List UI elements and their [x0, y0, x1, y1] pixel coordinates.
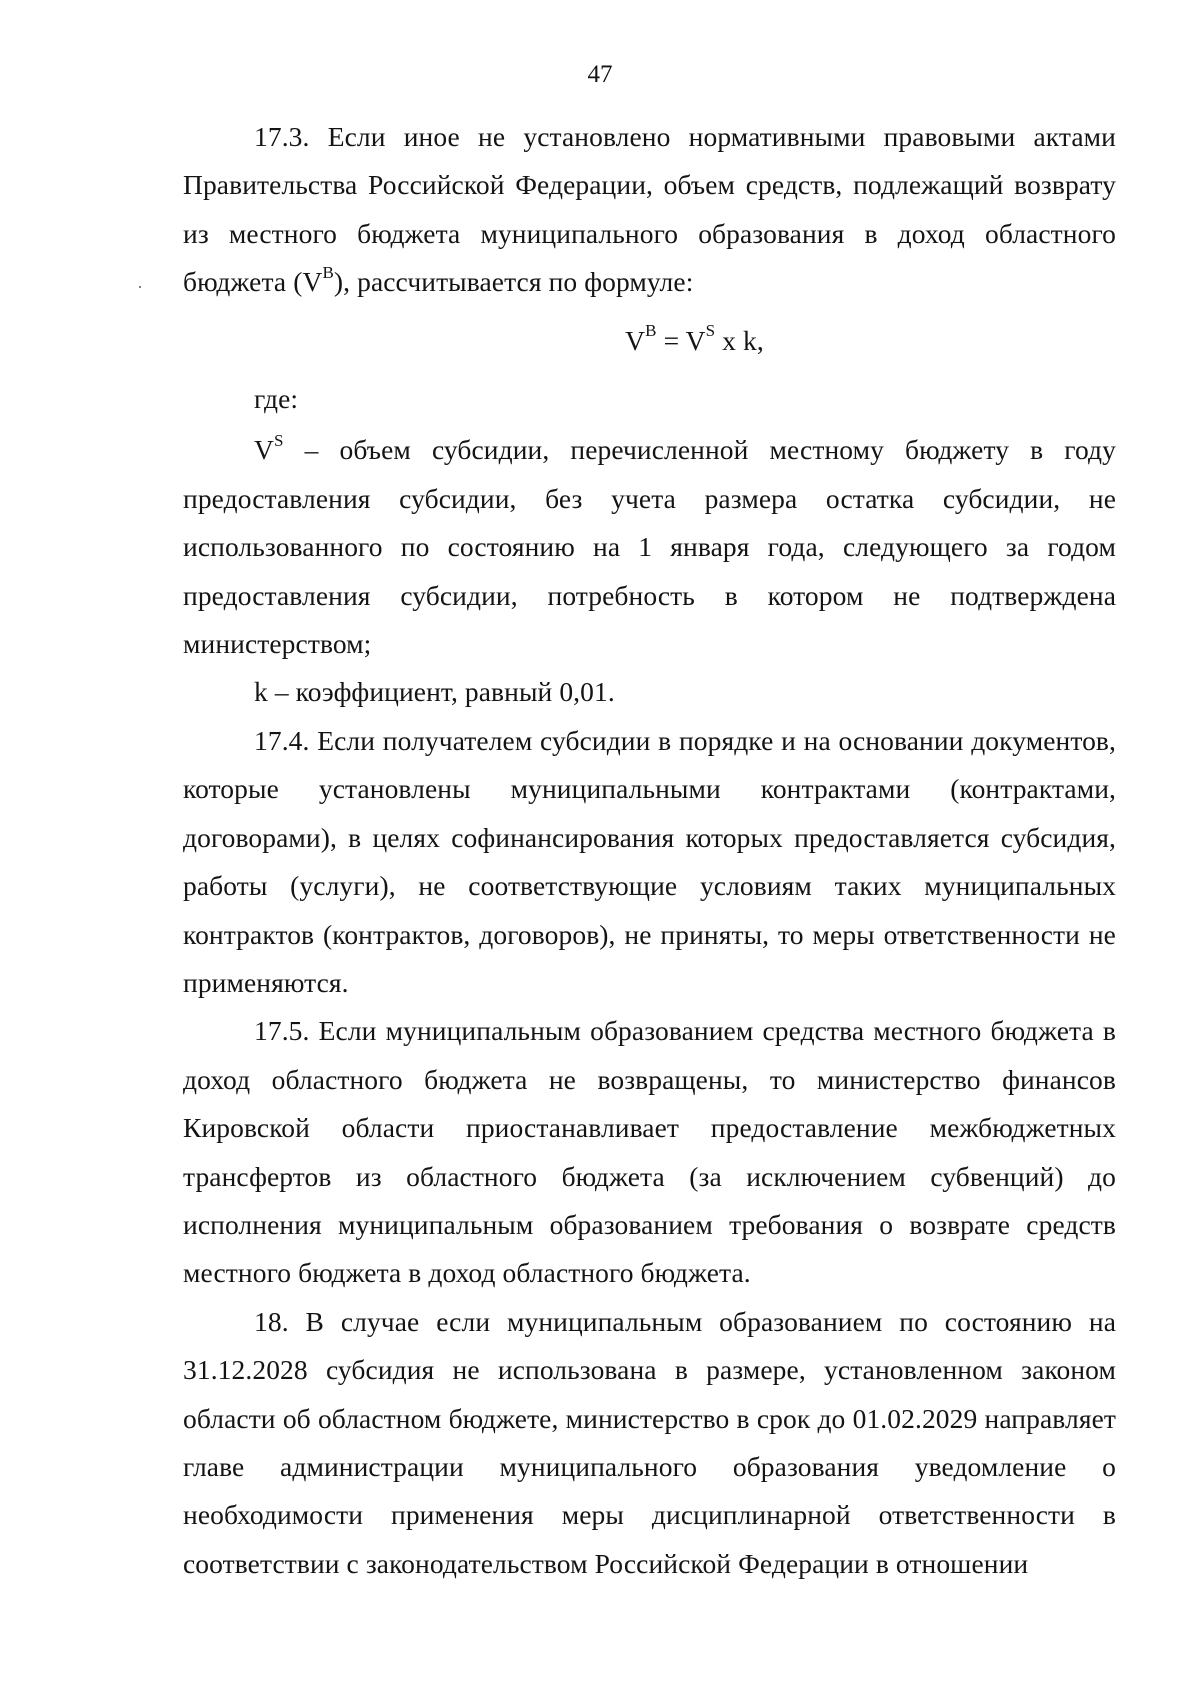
definition-vs-superscript: S [273, 431, 284, 451]
formula-tail: x k, [715, 324, 764, 356]
formula [183, 317, 1116, 365]
paragraph-17-3-text: 17.3. Если иное не установлено нормативными правовыми актами Правительства Российской Федерации, объем средств, подлежащий возврату из местного бюджета муниципального образования в доход областного бюджета (V [183, 121, 1116, 298]
where-label: где: [254, 383, 299, 415]
scan-speck [139, 286, 141, 288]
paragraph-17-5: 17.5. Если муниципальным образованием средства местного бюджета в доход областного бюджета не возвращены, то министерство финансов Кировской области приостанавливает предоставление межбюджетных трансфертов из областного бюджета (за исключением субвенций) до исполнения муниципальным образованием требования о возврате средств местного бюджета в доход областного бюджета. [183, 1015, 1116, 1289]
paragraph-17-3 [183, 113, 1116, 307]
superscript-b: B [322, 263, 334, 283]
document-body [183, 113, 1116, 1588]
page-number: 47 [587, 61, 613, 88]
formula-lhs: V [625, 324, 646, 356]
formula-equals: = V [656, 324, 706, 356]
paragraph-17-3-tail: ), рассчитывается по формуле: [333, 266, 694, 298]
paragraph-18: 18. В случае если муниципальным образованием по состоянию на 31.12.2028 субсидия не использована в размере, установленном законом области об областном бюджете, министерство в срок до 01.02.2029 направляет главе администрации муниципального образования уведомление о необходимости применения меры дисциплинарной ответственности в соответствии с законодательством Российской Федерации в отношении [183, 1305, 1116, 1579]
definition-vs-text: – объем субсидии, перечисленной местному бюджету в году предоставления субсидии, без учета размера остатка субсидии, не использованного по состоянию на 1 января года, следующего за годом предоставления субсидии, потребность в котором не подтверждена министерством; [183, 434, 1116, 660]
definition-vs-symbol: V [254, 434, 274, 466]
paragraph-17-4: 17.4. Если получателем субсидии в порядке и на основании документов, которые установлены муниципальными контрактами (контрактами, договорами), в целях софинансирования которых предоставляется субсидия, работы (услуги), не соответствующие условиям таких муниципальных контрактов (контрактов, договоров), не приняты, то меры ответственности не применяются. [183, 724, 1116, 998]
formula-rhs-superscript: S [705, 321, 716, 341]
definition-k: k – коэффициент, равный 0,01. [254, 676, 615, 708]
formula-lhs-superscript: B [645, 321, 657, 341]
definition-vs [183, 426, 1116, 668]
